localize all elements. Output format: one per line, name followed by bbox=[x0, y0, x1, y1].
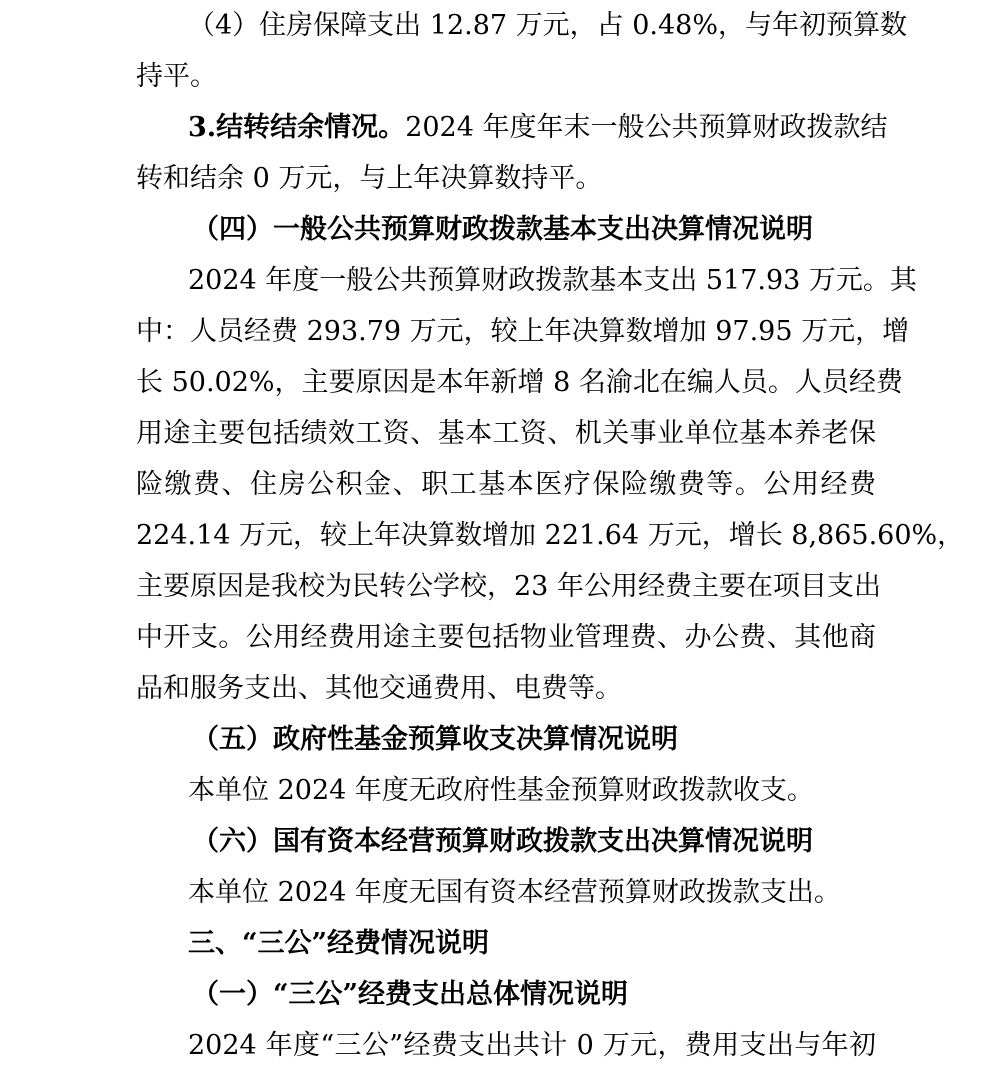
carryover-heading: 3.结转结余情况。 bbox=[188, 112, 406, 143]
carryover-text: 2024 年度年末一般公共预算财政拨款结 bbox=[405, 112, 888, 143]
section-4-heading: （四）一般公共预算财政拨款基本支出决算情况说明 bbox=[192, 214, 813, 245]
housing-expense-line-1: （4）住房保障支出 12.87 万元，占 0.48%，与年初预算数 bbox=[188, 10, 907, 41]
part-3-body-line-1: 2024 年度“三公”经费支出共计 0 万元，费用支出与年初 bbox=[188, 1030, 876, 1061]
carryover-paragraph-line-1 bbox=[136, 102, 888, 153]
section-5-heading: （五）政府性基金预算收支决算情况说明 bbox=[192, 724, 678, 755]
basic-expense-line-5: 险缴费、住房公积金、职工基本医疗保险缴费等。公用经费 bbox=[136, 469, 876, 500]
housing-expense-line-2: 持平。 bbox=[136, 61, 217, 92]
basic-expense-line-7: 主要原因是我校为民转公学校，23 年公用经费主要在项目支出 bbox=[136, 571, 881, 602]
carryover-paragraph-line-2: 转和结余 0 万元，与上年决算数持平。 bbox=[136, 163, 603, 194]
part-3-sub-heading: （一）“三公”经费支出总体情况说明 bbox=[192, 979, 629, 1010]
basic-expense-line-1: 2024 年度一般公共预算财政拨款基本支出 517.93 万元。其 bbox=[188, 265, 917, 296]
section-6-heading: （六）国有资本经营预算财政拨款支出决算情况说明 bbox=[192, 826, 813, 857]
basic-expense-line-3: 长 50.02%，主要原因是本年新增 8 名渝北在编人员。人员经费 bbox=[136, 367, 903, 398]
section-6-body: 本单位 2024 年度无国有资本经营预算财政拨款支出。 bbox=[188, 877, 841, 908]
part-3-heading: 三、“三公”经费情况说明 bbox=[188, 928, 490, 959]
basic-expense-line-2: 中：人员经费 293.79 万元，较上年决算数增加 97.95 万元，增 bbox=[136, 316, 910, 347]
basic-expense-line-6: 224.14 万元，较上年决算数增加 221.64 万元，增长 8,865.60%， bbox=[136, 520, 965, 551]
basic-expense-line-9: 品和服务支出、其他交通费用、电费等。 bbox=[136, 673, 622, 704]
basic-expense-line-4: 用途主要包括绩效工资、基本工资、机关事业单位基本养老保 bbox=[136, 418, 876, 449]
basic-expense-line-8: 中开支。公用经费用途主要包括物业管理费、办公费、其他商 bbox=[136, 622, 876, 653]
section-5-body: 本单位 2024 年度无政府性基金预算财政拨款收支。 bbox=[188, 775, 814, 806]
document-page bbox=[136, 0, 965, 1071]
